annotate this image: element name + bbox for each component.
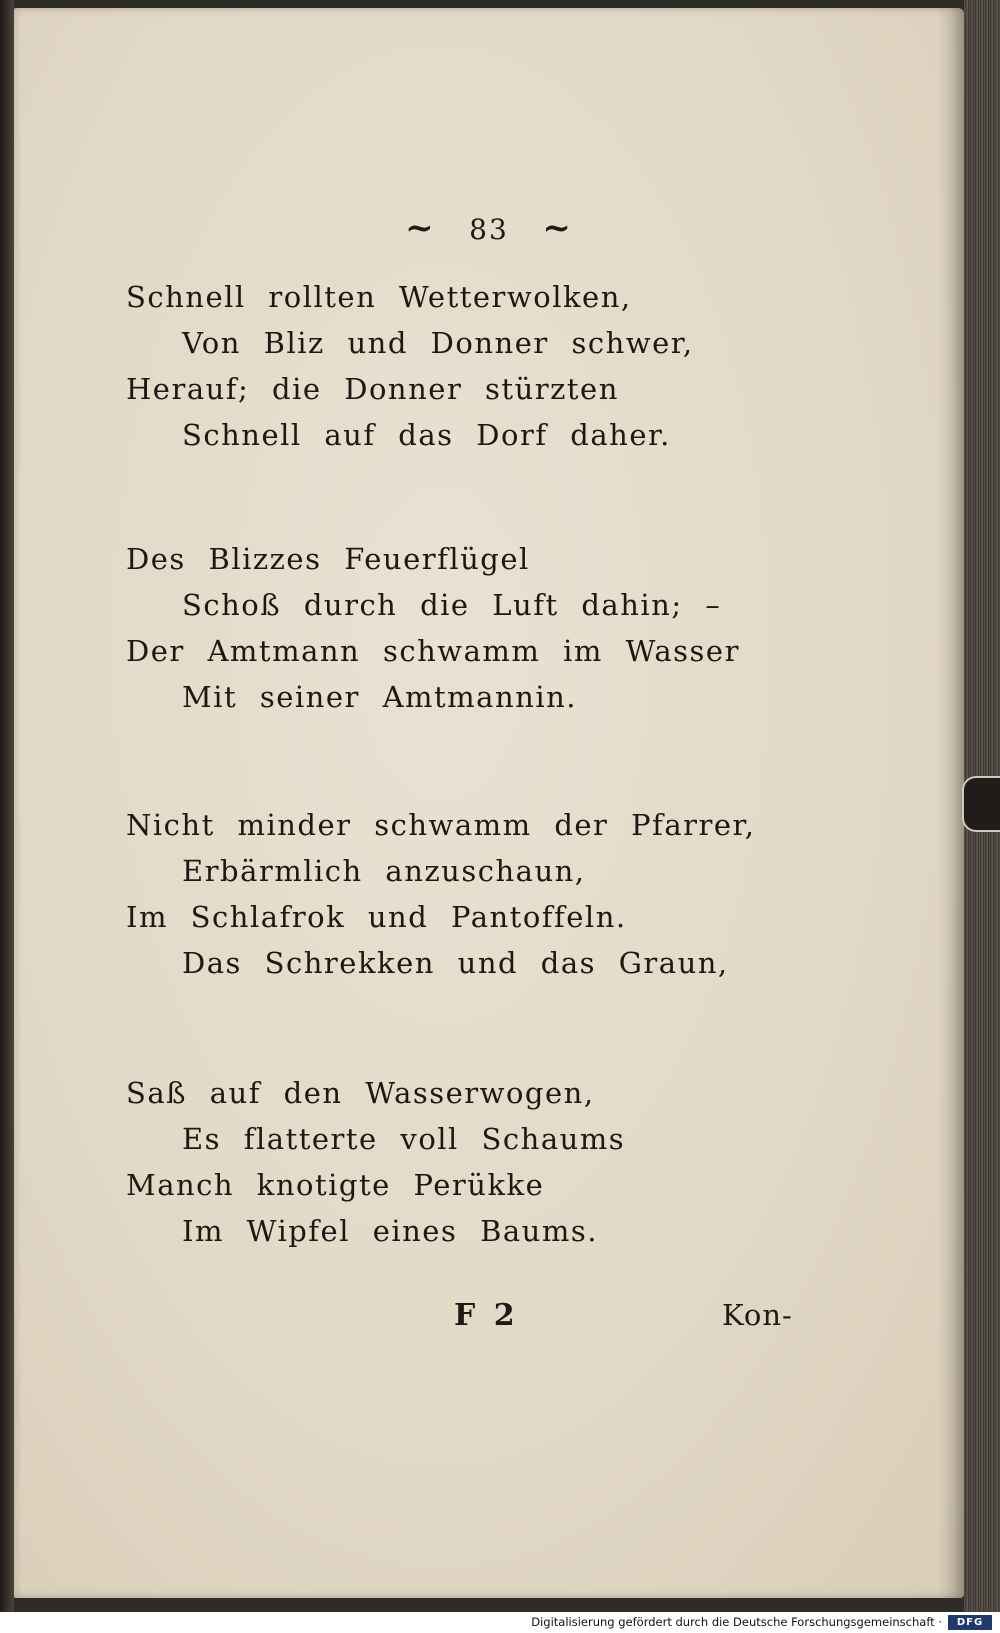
poem-line: Nicht minder schwamm der Pfarrer, [126,808,756,842]
poem-line: Erbärmlich anzuschaun, [182,854,586,888]
poem-line: Es flatterte voll Schaums [182,1122,626,1156]
poem-line: Herauf; die Donner stürzten [126,372,619,406]
poem-line: Des Blizzes Feuerflügel [126,542,530,576]
credit-bar [0,1612,1000,1633]
poem-line: Von Bliz und Donner schwer, [182,326,694,360]
credit-text: Digitalisierung gefördert durch die Deutsche Forschungsgemeinschaft · [531,1615,942,1629]
page-clip [962,776,1000,832]
book-page [14,8,964,1598]
poem-line: Mit seiner Amtmannin. [182,680,577,714]
signature-mark: F 2 [454,1298,519,1333]
catchword: Kon- [722,1298,793,1332]
poem-line: Der Amtmann schwamm im Wasser [126,634,740,668]
poem-line: Saß auf den Wasserwogen, [126,1076,595,1110]
poem-line: Das Schrekken und das Graun, [182,946,729,980]
poem-line: Manch knotigte Perükke [126,1168,545,1202]
header-ornament-left: ~ [405,208,436,248]
dfg-logo: DFG [948,1615,992,1630]
page-number: 83 [469,213,509,246]
poem-line: Schnell auf das Dorf daher. [182,418,671,452]
poem-line: Schnell rollten Wetterwolken, [126,280,632,314]
book-left-edge [0,0,14,1612]
poem-line: Im Schlafrok und Pantoffeln. [126,900,627,934]
poem-line: Schoß durch die Luft dahin; – [182,588,722,622]
poem-line: Im Wipfel eines Baums. [182,1214,598,1248]
header-ornament-right: ~ [542,208,573,248]
page-header [14,208,964,248]
